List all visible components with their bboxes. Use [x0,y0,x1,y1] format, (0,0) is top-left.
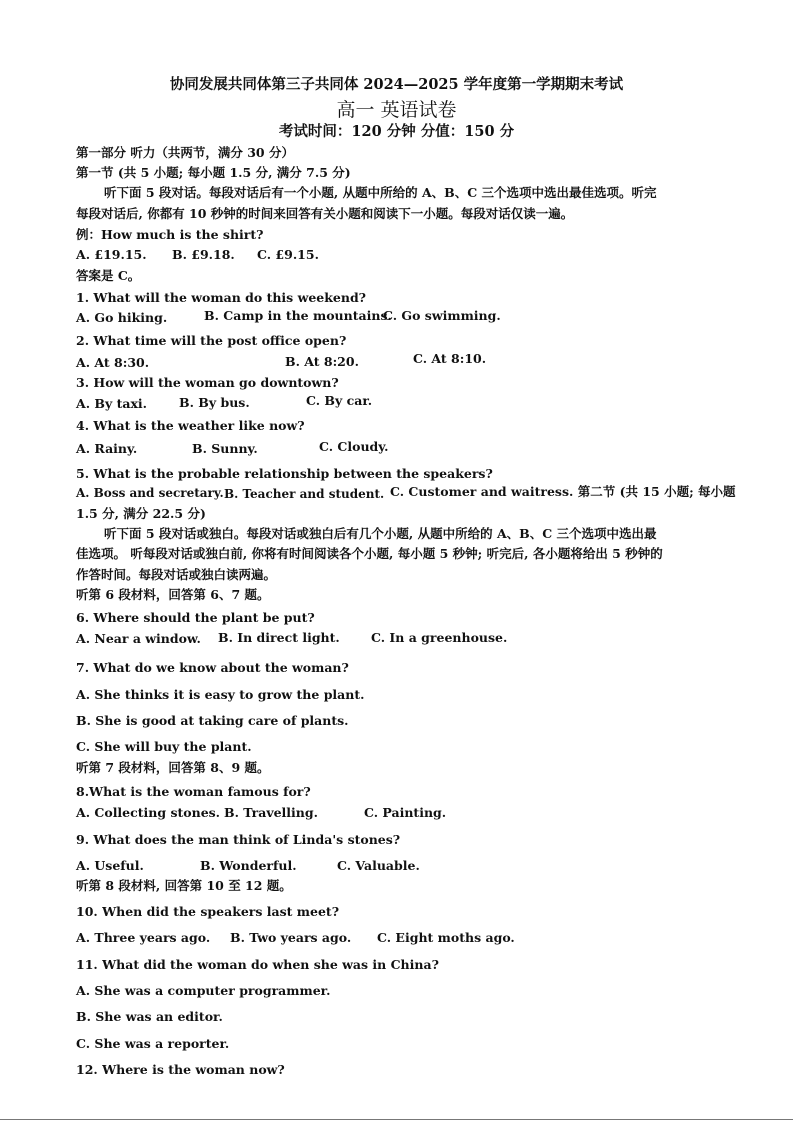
q1-option-c: C. Go swimming. [383,308,501,323]
q3-option-c: C. By car. [306,393,373,408]
q6-option-a: A. Near a window. [76,631,201,646]
exam-header-line1: 协同发展共同体第三子共同体 2024—2025 学年度第一学期期末考试 [169,76,624,93]
exam-title: 高一 英语试卷 [336,99,457,121]
example-question: 例：How much is the shirt? [76,227,264,242]
question-6: 6. Where should the plant be put? [76,610,315,625]
question-8: 8.What is the woman famous for? [76,784,311,799]
example-option-a: A. £19.15. [76,247,147,262]
example-answer: 答案是 C。 [76,268,141,283]
question-4: 4. What is the weather like now? [76,418,305,433]
section2-title: 第二节 (共 15 小题; 每小题 [573,484,736,499]
q2-option-b: B. At 8:20. [285,354,359,369]
section2-instructions-line2: 佳选项。 听每段对话或独白前, 你将有时间阅读各个小题, 每小题 5 秒钟; 听完后, 各小题将给出 5 秒钟的 [76,546,663,561]
q10-option-b: B. Two years ago. [230,930,352,945]
section1-instructions-line2: 每段对话后, 你都有 10 秒钟的时间来回答有关小题和阅读下一小题。每段对话仅读一遍。 [76,206,574,221]
q1-option-b: B. Camp in the mountains. [204,308,392,323]
q7-option-a: A. She thinks it is easy to grow the plant. [76,687,365,702]
q11-option-b: B. She was an editor. [76,1009,223,1024]
q8-option-a: A. Collecting stones. [76,805,221,820]
q9-option-a: A. Useful. [76,858,144,873]
q9-option-c: C. Valuable. [337,858,420,873]
q8-option-b: B. Travelling. [224,805,318,820]
question-7: 7. What do we know about the woman? [76,660,349,675]
q6-option-b: B. In direct light. [218,630,340,645]
q7-option-b: B. She is good at taking care of plants. [76,713,349,728]
exam-time-score: 考试时间：120 分钟 分值：150 分 [278,123,515,140]
question-12: 12. Where is the woman now? [76,1062,285,1077]
q5-option-a: A. Boss and secretary. [76,486,224,500]
material-6-heading: 听第 6 段材料，回答第 6、7 题。 [76,587,270,602]
section1-title: 第一节 (共 5 小题; 每小题 1.5 分, 满分 7.5 分) [76,165,351,180]
q11-option-c: C. She was a reporter. [76,1036,230,1051]
question-5: 5. What is the probable relationship between the speakers? [76,466,493,481]
q5-option-b: B. Teacher and student. [224,487,385,501]
question-3: 3. How will the woman go downtown? [76,375,339,390]
material-8-heading: 听第 8 段材料, 回答第 10 至 12 题。 [76,878,292,893]
section2-title-cont: 1.5 分, 满分 22.5 分) [76,506,206,521]
q5-option-c: C. Customer and waitress. [390,484,574,499]
q10-option-c: C. Eight moths ago. [377,930,515,945]
section1-instructions-line1: 听下面 5 段对话。每段对话后有一个小题, 从题中所给的 A、B、C 三个选项中选出最佳选项。听完 [104,185,657,200]
q10-option-a: A. Three years ago. [76,930,211,945]
q4-option-b: B. Sunny. [192,441,258,456]
q4-option-c: C. Cloudy. [319,439,389,454]
question-10: 10. When did the speakers last meet? [76,904,340,919]
question-9: 9. What does the man think of Linda's stones? [76,832,401,847]
q2-option-a: A. At 8:30. [76,355,150,370]
section2-instructions-line1: 听下面 5 段对话或独白。每段对话或独白后有几个小题, 从题中所给的 A、B、C 三个选项中选出最 [104,526,657,541]
question-1: 1. What will the woman do this weekend? [76,290,367,305]
q7-option-c: C. She will buy the plant. [76,739,252,754]
q6-option-c: C. In a greenhouse. [371,630,508,645]
question-2: 2. What time will the post office open? [76,333,347,348]
material-7-heading: 听第 7 段材料，回答第 8、9 题。 [76,760,270,775]
part1-title: 第一部分 听力（共两节，满分 30 分） [76,145,294,160]
example-option-b: B. £9.18. [172,247,235,262]
q3-option-a: A. By taxi. [76,396,148,411]
q11-option-a: A. She was a computer programmer. [76,983,331,998]
question-11: 11. What did the woman do when she was in China? [76,957,439,972]
q1-option-a: A. Go hiking. [76,310,168,325]
section2-instructions-line3: 作答时间。每段对话或独白读两遍。 [76,567,277,582]
q2-option-c: C. At 8:10. [413,351,487,366]
q4-option-a: A. Rainy. [76,441,138,456]
q9-option-b: B. Wonderful. [200,858,297,873]
q5-option-c-and-section2-title [390,486,736,499]
q3-option-b: B. By bus. [179,395,250,410]
q8-option-c: C. Painting. [364,805,447,820]
page-bottom-divider [0,1119,793,1120]
example-option-c: C. £9.15. [257,247,319,262]
